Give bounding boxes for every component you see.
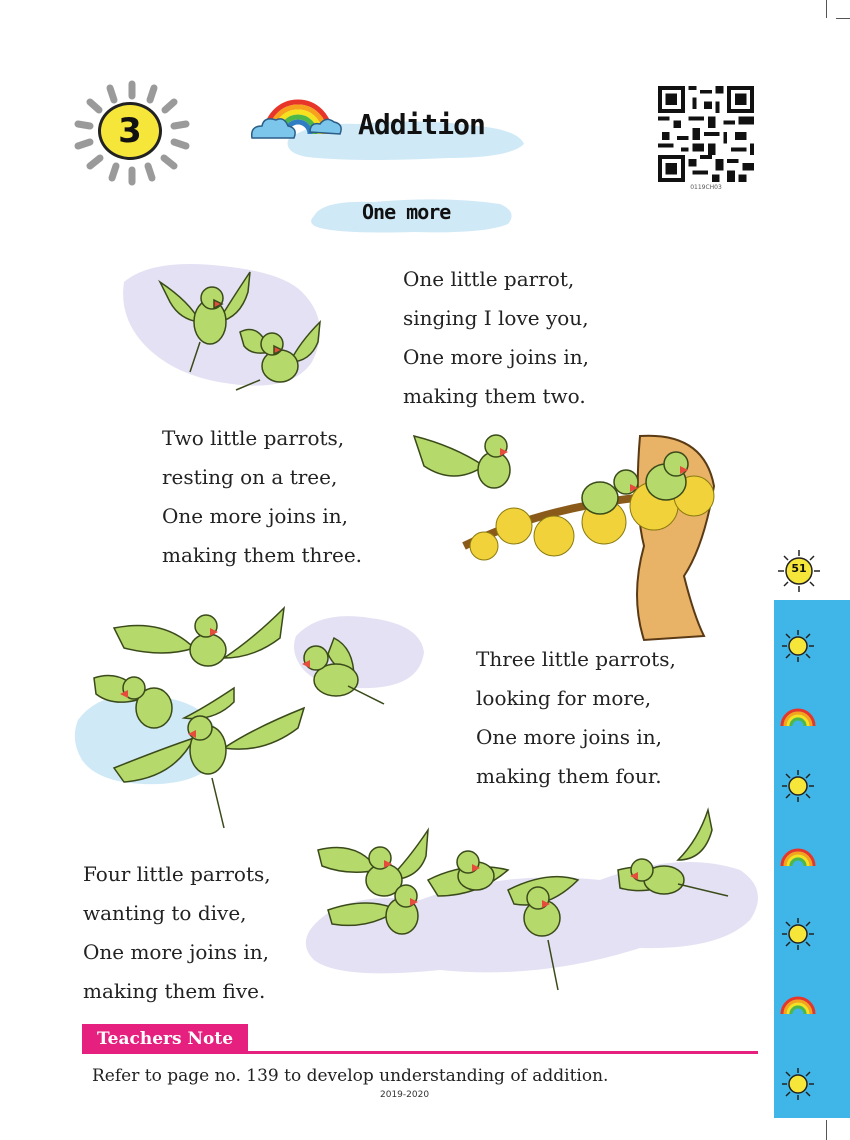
section-subtitle: One more (362, 200, 451, 224)
poem-stanza-3 (476, 640, 676, 796)
chapter-number: 3 (98, 102, 162, 160)
sun-icon (780, 916, 816, 952)
poem-line: looking for more, (476, 686, 652, 710)
poem-line: One more joins in, (403, 345, 590, 369)
teachers-note-divider (82, 1051, 758, 1054)
poem-line: One more joins in, (162, 504, 349, 528)
crop-mark-top-h (836, 18, 850, 19)
qr-code[interactable] (658, 86, 754, 182)
parrots-on-tree-illustration (404, 426, 740, 646)
crop-mark-bottom (826, 1120, 827, 1140)
poem-line: resting on a tree, (162, 465, 338, 489)
rainbow-icon (778, 990, 818, 1016)
poem-line: Three little parrots, (476, 647, 676, 671)
chapter-title: Addition (358, 108, 485, 141)
sun-icon (780, 628, 816, 664)
poem-line: Two little parrots, (162, 426, 345, 450)
poem-line: One more joins in, (476, 725, 663, 749)
sun-icon (780, 1066, 816, 1102)
footer-year: 2019-2020 (380, 1090, 430, 1100)
poem-line: One little parrot, (403, 267, 575, 291)
rainbow-icon (778, 702, 818, 728)
poem-line: wanting to dive, (83, 901, 247, 925)
rainbow-cloud-icon (248, 82, 344, 148)
parrot-illustration (140, 262, 340, 402)
poem-line: making them two. (403, 384, 586, 408)
poem-line: making them three. (162, 543, 363, 567)
poem-line: making them four. (476, 764, 662, 788)
sun-icon (780, 768, 816, 804)
poem-stanza-4 (83, 855, 271, 1011)
poem-stanza-1 (403, 260, 589, 416)
poem-stanza-2 (162, 419, 362, 575)
page-number: 51 (791, 562, 807, 575)
poem-line: One more joins in, (83, 940, 270, 964)
crop-mark-top (826, 0, 827, 18)
poem-line: Four little parrots, (83, 862, 271, 886)
parrots-diving-illustration (308, 800, 748, 1000)
teachers-note-label: Teachers Note (82, 1024, 248, 1054)
teachers-note-text: Refer to page no. 139 to develop understanding of addition. (92, 1066, 609, 1086)
poem-line: singing I love you, (403, 306, 589, 330)
rainbow-icon (778, 842, 818, 868)
qr-code-label: 0119CH03 (690, 184, 722, 191)
poem-line: making them five. (83, 979, 266, 1003)
